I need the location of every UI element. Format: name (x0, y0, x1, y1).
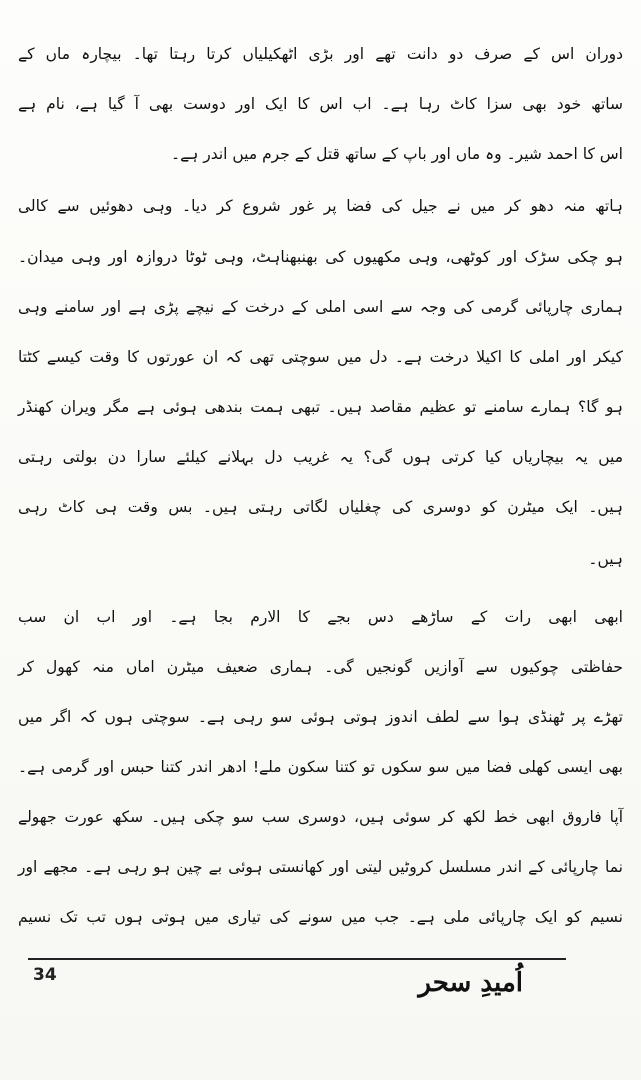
text-line: ہیں۔ (588, 550, 623, 568)
page-number: 34 (33, 965, 57, 985)
text-line: ہماری چارپائی گرمی کی وجہ سے اسی املی کے درخت کے نیچے پڑی ہے اور سامنے وہی (18, 298, 623, 316)
footer-divider (28, 958, 566, 960)
text-line: اس کا احمد شیر۔ وہ ماں اور باپ کے ساتھ قتل کے جرم میں اندر ہے۔ (171, 145, 623, 163)
text-line: ہو چکی سڑک اور کوٹھی، وہی مکھیوں کی بھنبھناہٹ، وہی ٹوٹا دروازہ اور وہی میدان۔ (18, 248, 623, 266)
text-line: ابھی ابھی رات کے ساڑھے دس بجے کا الارم بجا ہے۔ اور اب ان سب (18, 608, 623, 626)
text-line: ہو گا؟ ہمارے سامنے تو عظیم مقاصد ہیں۔ تبھی ہمت بندھی ہوئی ہے مگر ویران کھنڈر (18, 398, 623, 416)
text-line: میں یہ بیچاریاں کیا کرتی ہوں گی؟ یہ غریب دل بہلانے کیلئے سارا دن بولتی رہتی (18, 448, 623, 466)
text-line: ساتھ خود بھی سزا کاٹ رہا ہے۔ اب اس کا ایک اور دوست بھی آ گیا ہے، نام ہے (18, 95, 623, 113)
text-line: کیکر اور املی کا اکیلا درخت ہے۔ دل میں سوچتی تھی کہ ان عورتوں کا وقت کیسے کٹتا (18, 348, 623, 366)
text-line: ہیں۔ ایک میٹرن کو دوسری کی چغلیاں لگاتی رہتی ہیں۔ بس وقت ہی کاٹ رہی (18, 498, 623, 516)
text-line: ہاتھ منہ دھو کر میں نے جیل کی فضا پر غور شروع کر دیا۔ وہی دھوئیں سے کالی (18, 197, 623, 215)
text-line: نما چارپائی کے اندر مسلسل کروٹیں لیتی اور کھانستی ہوئی بے چین ہو رہی ہے۔ مجھے اور (18, 858, 623, 876)
magazine-title: اُمیدِ سحر (418, 968, 523, 998)
text-line: آپا فاروق ابھی خط لکھ کر سوئی ہیں، دوسری سب سو چکی ہیں۔ سکھ عورت جھولے (18, 808, 623, 826)
text-line: تھڑے پر ٹھنڈی ہوا سے لطف اندوز ہوتی ہوئی سو رہی ہے۔ سوچتی ہوں کہ اگر میں (18, 708, 623, 726)
text-line: بھی ایسی کھلی فضا میں سو سکوں تو کتنا سکون ملے! ادھر اندر کتنا حبس اور گرمی ہے۔ (18, 758, 623, 776)
text-line: نسیم کو ایک چارپائی ملی ہے۔ جب میں سونے کی تیاری میں ہوتی ہوں تب تک نسیم (18, 908, 623, 926)
text-line: حفاظتی چوکیوں سے آوازیں گونجیں گی۔ ہماری ضعیف میٹرن اماں منہ کھول کر (18, 658, 623, 676)
text-line: دوران اس کے صرف دو دانت تھے اور بڑی اٹھکیلیاں کرتا رہتا تھا۔ بیچارہ ماں کے (18, 45, 623, 63)
